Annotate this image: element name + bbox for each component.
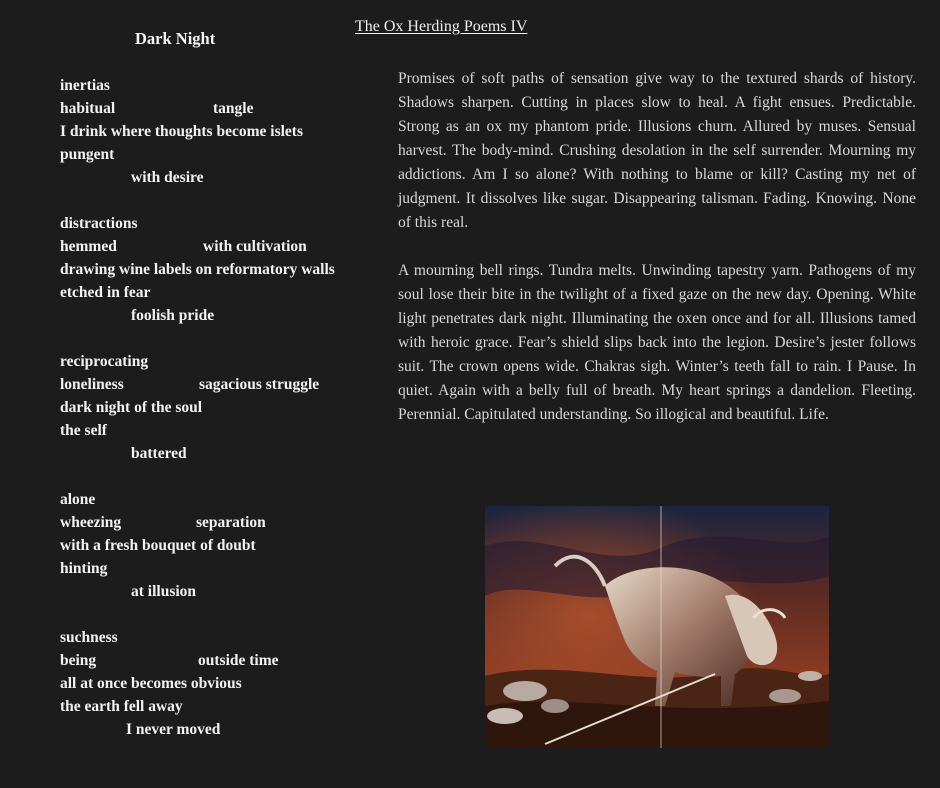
poem-line-text: I drink where thoughts become islets: [60, 123, 303, 140]
poem-line-indented: with desire: [131, 169, 204, 186]
poem-line: [60, 143, 380, 166]
poem-line-text: the earth fell away: [60, 698, 183, 715]
poem-line: [60, 97, 380, 120]
poem-line: [60, 304, 380, 327]
poem-line: [60, 350, 380, 373]
poem-line-aside: separation: [196, 514, 266, 531]
poem-line-aside: tangle: [213, 100, 254, 117]
poem-line-indented: battered: [131, 445, 187, 462]
poem-line: [60, 281, 380, 304]
poem-line: [60, 695, 380, 718]
poem-line: [60, 672, 380, 695]
poem-line: [60, 488, 380, 511]
poem-line-text: pungent: [60, 146, 115, 163]
poem-line-text: reciprocating: [60, 353, 149, 370]
poem-line-text: hemmed: [60, 238, 117, 255]
poem-line-indented: foolish pride: [131, 307, 215, 324]
poem-line-indented: I never moved: [126, 721, 221, 738]
poem-line-text: habitual: [60, 100, 116, 117]
stanza-gap: [60, 465, 380, 488]
poem-line: [60, 235, 380, 258]
poem-line-text: distractions: [60, 215, 138, 232]
poem-line: [60, 534, 380, 557]
poem-line-text: hinting: [60, 560, 108, 577]
poem-line: [60, 258, 380, 281]
series-title-link[interactable]: The Ox Herding Poems IV: [355, 18, 528, 35]
poem-line: [60, 166, 380, 189]
poem-line: [60, 557, 380, 580]
poem-line-text: etched in fear: [60, 284, 151, 301]
poem-line: [60, 626, 380, 649]
poem-line: [60, 74, 380, 97]
poem-line: [60, 212, 380, 235]
poem-line-text: alone: [60, 491, 96, 508]
stanza-gap: [60, 603, 380, 626]
poem-line: [60, 373, 380, 396]
poem-line-text: loneliness: [60, 376, 124, 393]
poem-line-text: the self: [60, 422, 107, 439]
stanza-gap: [60, 189, 380, 212]
prose-paragraph: Promises of soft paths of sensation give way to the textured shards of history. Shadows sharpen. Cutting in places slow to heal. A fight ensues. Predictable. Strong as an ox my phantom pride. Illusions churn. Allured by muses. Sensual harvest. The body-mind. Crushing desolation in the self surrender. Mourning my addictions. Am I so alone? With nothing to blame or kill? Casting my net of judgment. It dissolves like sugar. Disappearing talisman. Fading. Knowing. None of this real.: [398, 70, 916, 231]
poem-line-text: suchness: [60, 629, 118, 646]
poem-line-text: with a fresh bouquet of doubt: [60, 537, 256, 554]
poem-line: [60, 120, 380, 143]
poem-line: [60, 649, 380, 672]
poem-line-text: wheezing: [60, 514, 122, 531]
poem-line-aside: with cultivation: [203, 238, 307, 255]
poem-body: [60, 74, 380, 741]
ox-painting-illustration: [485, 506, 829, 748]
poem-line: [60, 442, 380, 465]
ox-painting: [485, 506, 829, 748]
poem-line: [60, 419, 380, 442]
poem-line: [60, 396, 380, 419]
poem-line-text: inertias: [60, 77, 110, 94]
poem-line-aside: outside time: [198, 652, 279, 669]
poem-line-text: drawing wine labels on reformatory walls: [60, 261, 335, 278]
poem-line-text: dark night of the soul: [60, 399, 203, 416]
poem-line-indented: at illusion: [131, 583, 197, 600]
poem-line-aside: sagacious struggle: [199, 376, 320, 393]
poem-line-text: all at once becomes obvious: [60, 675, 242, 692]
prose-body: [398, 67, 916, 427]
poem-title: Dark Night: [135, 29, 216, 48]
poem-line-text: being: [60, 652, 97, 669]
poem-line: [60, 718, 380, 741]
prose-paragraph: A mourning bell rings. Tundra melts. Unwinding tapestry yarn. Pathogens of my soul lose their bite in the twilight of a fixed gaze on the new day. Opening. White light penetrates dark night. Illuminating the oxen once and for all. Illusions tamed with heroic grace. Fear’s shield slips back into the legion. Desire’s jester follows suit. The crown opens wide. Chakras sigh. Winter’s teeth fall to rain. I Pause. In quiet. Again with a belly full of breath. My heart springs a dandelion. Fleeting. Perennial. Capitulated understanding. So illogical and beautiful. Life.: [398, 262, 916, 423]
stanza-gap: [60, 327, 380, 350]
poem-line: [60, 511, 380, 534]
poem-line: [60, 580, 380, 603]
